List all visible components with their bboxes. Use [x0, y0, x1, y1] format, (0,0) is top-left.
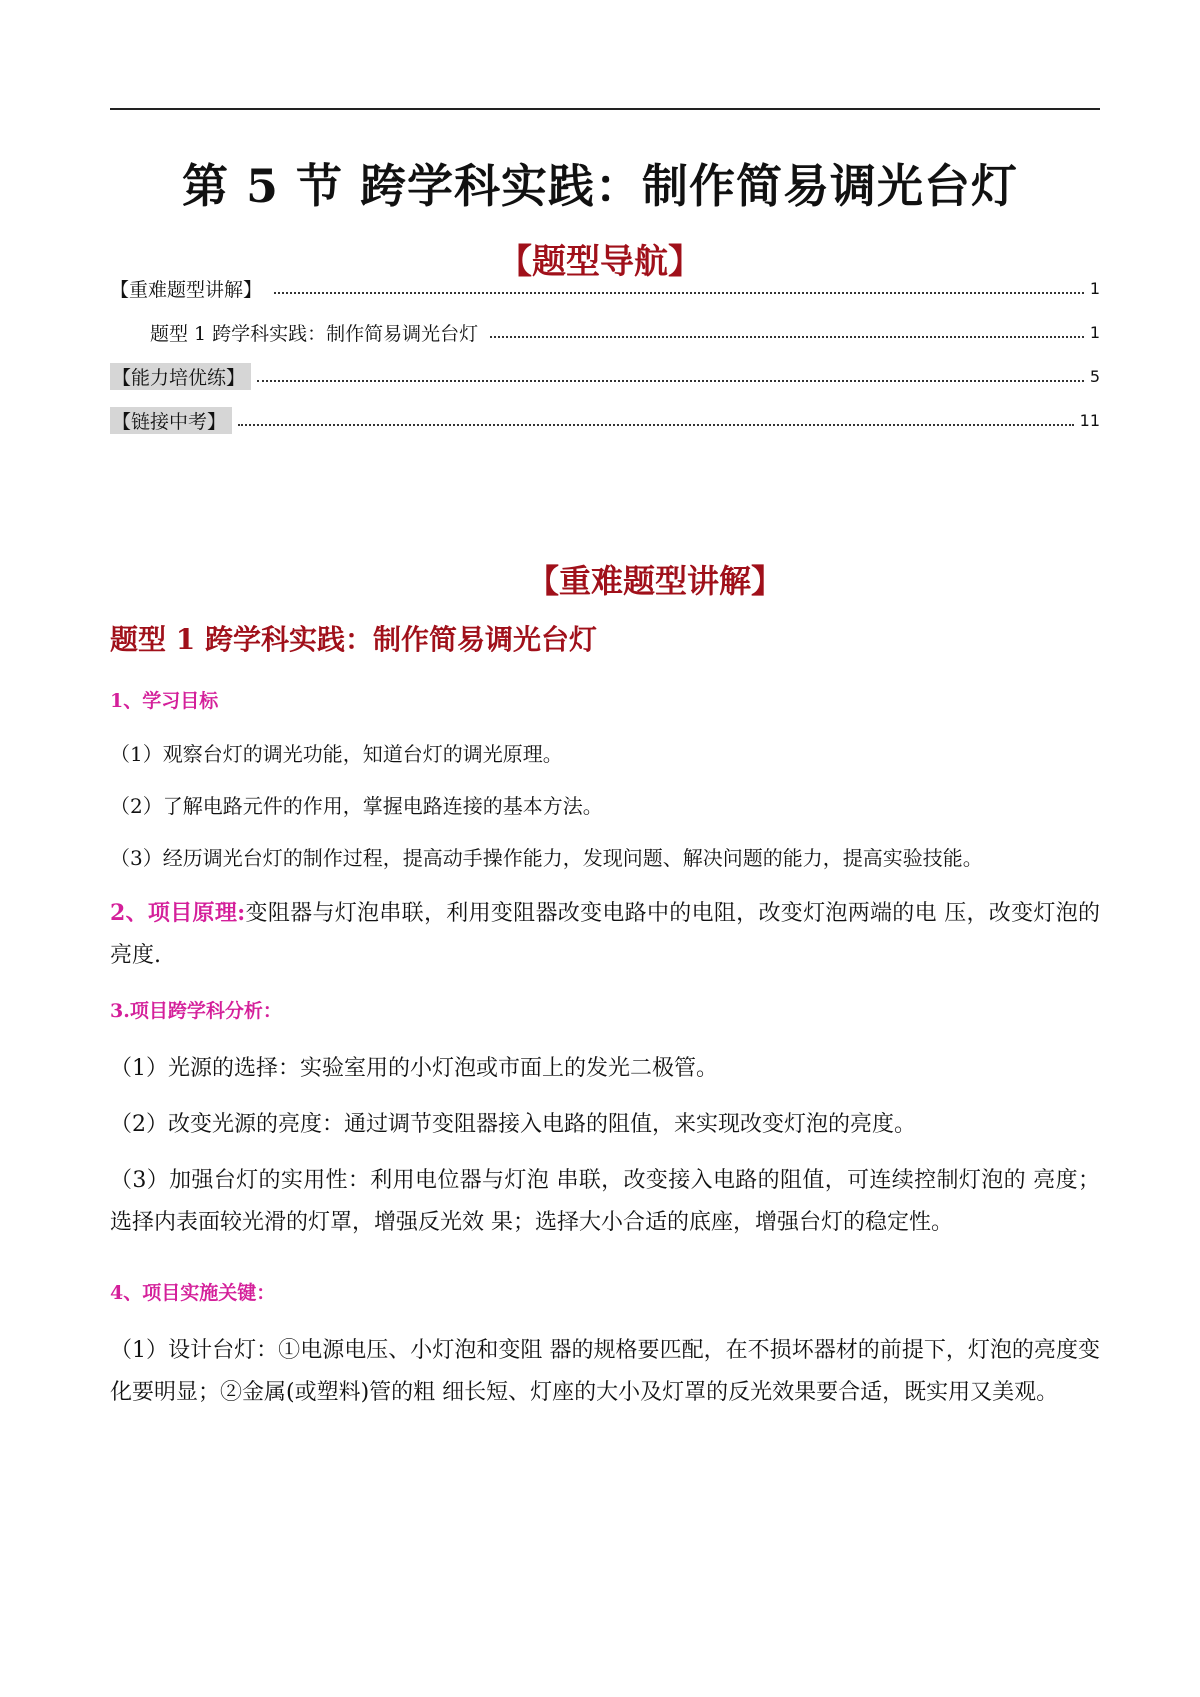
toc-label: 【重难题型讲解】: [110, 278, 263, 301]
toc-leader-dots: [257, 380, 1084, 382]
toc-page-number: 1: [1089, 278, 1100, 298]
header-rule: [110, 108, 1100, 110]
principle-text: 变阻器与灯泡串联，利用变阻器改变电路中的电阻，改变灯泡两端的电 压，改变灯泡的亮度.: [110, 901, 1101, 968]
toc-leader-dots: [274, 292, 1084, 294]
toc-leader-dots: [490, 336, 1084, 338]
toc-leader-dots: [238, 424, 1074, 426]
principle-paragraph: [110, 892, 1100, 977]
document-title: 第 5 节 跨学科实践：制作简易调光台灯: [181, 159, 1019, 213]
key-point-item: （1）设计台灯：①电源电压、小灯泡和变阻 器的规格要匹配，在不损坏器材的前提下，灯泡的亮度变化要明显；②金属(或塑料)管的粗 细长短、灯座的大小及灯罩的反光效果要合适，既实用又美观。: [110, 1338, 1100, 1405]
analysis-item: （3）加强台灯的实用性：利用电位器与灯泡 串联，改变接入电路的阻值，可连续控制灯泡的 亮度；选择内表面较光滑的灯罩，增强反光效 果；选择大小合适的底座，增强台灯的稳定性。: [110, 1168, 1100, 1235]
analysis-item: （2）改变光源的亮度：通过调节变阻器接入电路的阻值，来实现改变灯泡的亮度。: [110, 1112, 916, 1137]
toc-page-number: 5: [1089, 366, 1100, 386]
question-type-heading: 题型 1 跨学科实践：制作简易调光台灯: [110, 623, 597, 656]
toc-entry-exam-link[interactable]: [110, 404, 1100, 436]
toc-entry-key-types[interactable]: [110, 272, 1100, 304]
navigation-heading: 【题型导航】: [498, 242, 702, 282]
goal-item: （1）观察台灯的调光功能，知道台灯的调光原理。: [110, 742, 563, 766]
goal-item: （3）经历调光台灯的制作过程，提高动手操作能力，发现问题、解决问题的能力，提高实验技能。: [110, 846, 983, 870]
toc-page-number: 11: [1079, 410, 1100, 430]
goal-item: （2）了解电路元件的作用，掌握电路连接的基本方法。: [110, 794, 603, 818]
toc-label: 【链接中考】: [110, 407, 232, 434]
toc-entry-practice[interactable]: [110, 360, 1100, 392]
toc-entry-type-1[interactable]: [150, 316, 1100, 348]
analysis-item: （1）光源的选择：实验室用的小灯泡或市面上的发光二极管。: [110, 1056, 718, 1081]
goals-heading: 1、学习目标: [110, 690, 219, 712]
analysis-heading: 3.项目跨学科分析：: [110, 1000, 282, 1022]
toc-label: 题型 1 跨学科实践：制作简易调光台灯: [150, 322, 479, 345]
section-heading: 【重难题型讲解】: [526, 562, 783, 600]
principle-heading: 2、项目原理:: [110, 900, 246, 926]
toc-label: 【能力培优练】: [110, 363, 251, 390]
toc-page-number: 1: [1089, 322, 1100, 342]
key-points-heading: 4、项目实施关键：: [110, 1282, 276, 1304]
